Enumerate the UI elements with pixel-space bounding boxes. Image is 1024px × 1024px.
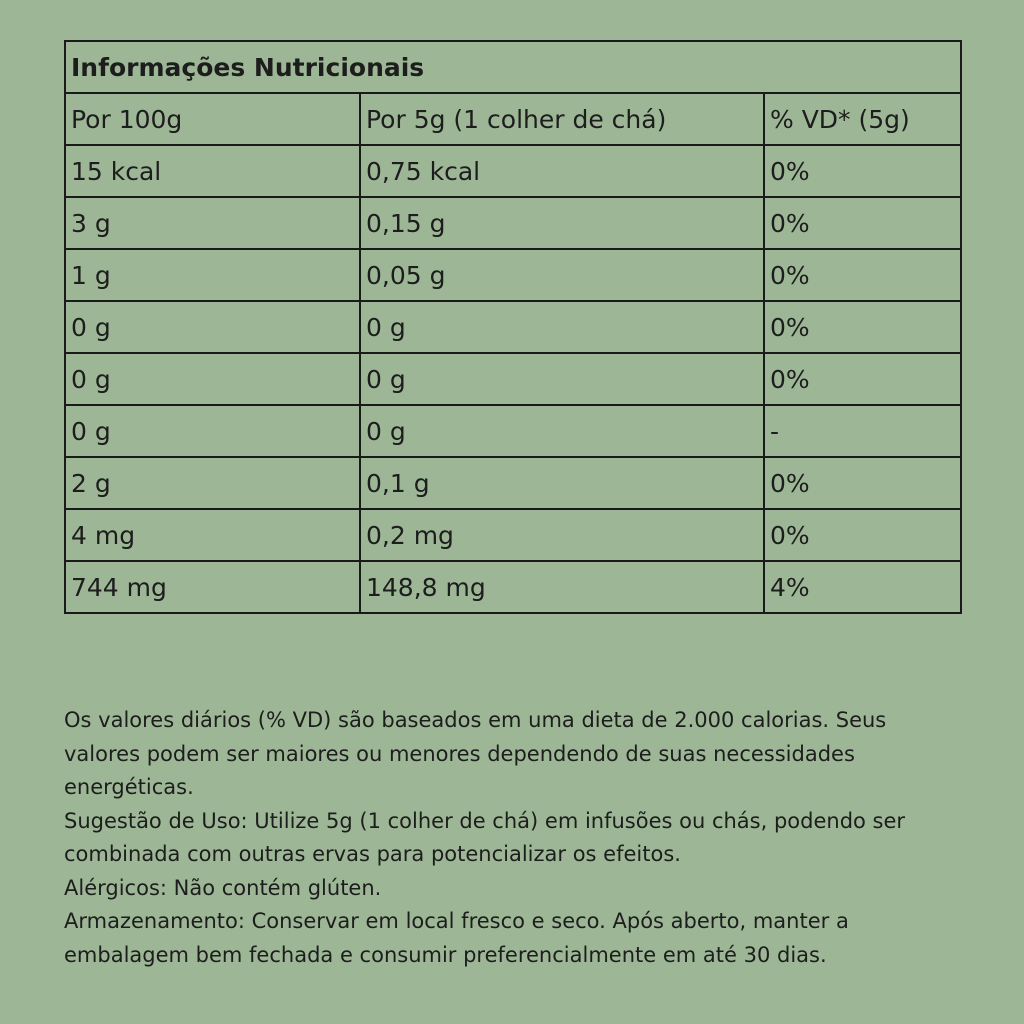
table-title-row [65, 41, 961, 93]
cell-per-100g: 3 g [65, 197, 360, 249]
cell-daily-value: 0% [764, 197, 961, 249]
table-row [65, 509, 961, 561]
table-row [65, 145, 961, 197]
cell-per-5g: 0,05 g [360, 249, 764, 301]
cell-daily-value: 0% [764, 145, 961, 197]
table-row [65, 301, 961, 353]
header-daily-value: % VD* (5g) [764, 93, 961, 145]
cell-per-100g: 15 kcal [65, 145, 360, 197]
cell-per-100g: 2 g [65, 457, 360, 509]
usage-suggestion: Sugestão de Uso: Utilize 5g (1 colher de chá) em infusões ou chás, podendo ser combinada com outras ervas para potencializar os efeitos. [64, 808, 906, 866]
cell-daily-value: 0% [764, 353, 961, 405]
storage-instructions: Armazenamento: Conservar em local fresco e seco. Após aberto, manter a embalagem bem fechada e consumir preferencialmente em até 30 dias. [64, 909, 849, 967]
cell-daily-value: 0% [764, 249, 961, 301]
table-title: Informações Nutricionais [65, 41, 961, 93]
cell-per-5g: 0,75 kcal [360, 145, 764, 197]
nutrition-facts-table [64, 40, 962, 614]
table-row [65, 405, 961, 457]
cell-per-5g: 0 g [360, 301, 764, 353]
cell-per-5g: 0 g [360, 405, 764, 457]
header-per-5g: Por 5g (1 colher de chá) [360, 93, 764, 145]
cell-daily-value: 0% [764, 301, 961, 353]
cell-per-5g: 148,8 mg [360, 561, 764, 613]
cell-daily-value: 0% [764, 457, 961, 509]
cell-daily-value: 0% [764, 509, 961, 561]
cell-per-100g: 744 mg [65, 561, 360, 613]
cell-per-5g: 0,1 g [360, 457, 764, 509]
cell-per-100g: 1 g [65, 249, 360, 301]
table-row [65, 353, 961, 405]
cell-daily-value: 4% [764, 561, 961, 613]
cell-per-100g: 0 g [65, 301, 360, 353]
header-per-100g: Por 100g [65, 93, 360, 145]
table-row [65, 249, 961, 301]
cell-per-5g: 0,15 g [360, 197, 764, 249]
cell-per-100g: 0 g [65, 405, 360, 457]
cell-daily-value: - [764, 405, 961, 457]
table-row [65, 561, 961, 613]
cell-per-5g: 0 g [360, 353, 764, 405]
cell-per-100g: 4 mg [65, 509, 360, 561]
allergen-info: Alérgicos: Não contém glúten. [64, 875, 382, 900]
cell-per-5g: 0,2 mg [360, 509, 764, 561]
table-row [65, 197, 961, 249]
table-row [65, 457, 961, 509]
daily-values-note: Os valores diários (% VD) são baseados em uma dieta de 2.000 calorias. Seus valores podem ser maiores ou menores dependendo de suas necessidades energéticas. [64, 708, 887, 799]
cell-per-100g: 0 g [65, 353, 360, 405]
product-notes [64, 704, 964, 972]
table-header-row [65, 93, 961, 145]
